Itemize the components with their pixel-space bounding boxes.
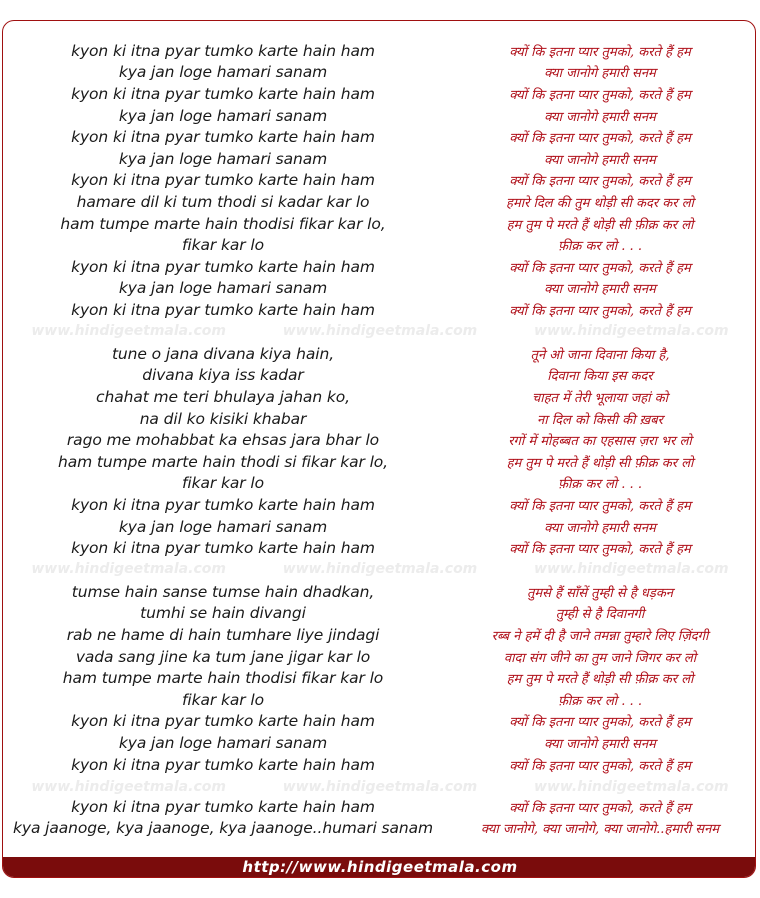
english-lyric: kyon ki itna pyar tumko karte hain ham — [71, 495, 375, 514]
hindi-lyric: रगों में मोहब्बत का एहसास ज़रा भर लो — [508, 434, 692, 450]
hindi-lyric: तूने ओ जाना दिवाना किया है, — [530, 347, 670, 363]
english-lyric: tumhi se hain divangi — [140, 604, 306, 623]
english-lyric: kyon ki itna pyar tumko karte hain ham — [71, 171, 375, 190]
english-lyric: divana kiya iss kadar — [142, 366, 304, 385]
lyric-line — [3, 818, 756, 840]
watermark-text: www.hindigeetmala.com — [534, 779, 729, 795]
english-lyric: kya jaanoge, kya jaanoge, kya jaanoge..humari sanam — [13, 819, 433, 838]
english-lyric: fikar kar lo — [182, 236, 264, 255]
lyric-line — [3, 299, 756, 321]
english-lyric: fikar kar lo — [182, 474, 264, 493]
lyric-line — [3, 711, 756, 733]
hindi-lyric: तुम्ही से है दिवानगी — [555, 607, 645, 623]
lyric-line — [3, 689, 756, 711]
lyric-line — [3, 386, 756, 408]
english-lyric: na dil ko kisiki khabar — [139, 409, 307, 428]
lyric-line — [3, 40, 756, 62]
lyrics-card — [2, 20, 756, 878]
watermark-row — [3, 321, 756, 341]
lyric-line — [3, 256, 756, 278]
footer-url-link[interactable]: http://www.hindigeetmala.com — [242, 858, 518, 876]
stanza-3 — [3, 581, 756, 775]
english-lyric: ham tumpe marte hain thodisi fikar kar lo, — [60, 214, 386, 233]
english-lyric: rago me mohabbat ka ehsas jara bhar lo — [66, 431, 380, 450]
english-lyric: ham tumpe marte hain thodisi fikar kar lo — [62, 669, 384, 688]
lyric-line — [3, 754, 756, 776]
watermark-row — [3, 559, 756, 579]
lyric-line — [3, 581, 756, 603]
lyric-line — [3, 732, 756, 754]
hindi-lyric: क्या जानोगे हमारी सनम — [544, 736, 656, 752]
english-lyric: kyon ki itna pyar tumko karte hain ham — [71, 539, 375, 558]
hindi-lyric: क्यों कि इतना प्यार तुमको, करते हैं हम — [509, 542, 691, 558]
lyric-line — [3, 62, 756, 84]
hindi-lyric: हम तुम पे मरते हैं थोड़ी सी फ़ीक्र कर लो — [506, 455, 694, 471]
lyric-line — [3, 278, 756, 300]
english-lyric: kyon ki itna pyar tumko karte hain ham — [71, 797, 375, 816]
hindi-lyric: क्यों कि इतना प्यार तुमको, करते हैं हम — [509, 260, 691, 276]
lyric-line — [3, 148, 756, 170]
hindi-lyric: क्या जानोगे हमारी सनम — [544, 109, 656, 125]
english-lyric: kya jan loge hamari sanam — [118, 517, 328, 536]
stanza-2 — [3, 343, 756, 559]
hindi-lyric: क्या जानोगे हमारी सनम — [544, 152, 656, 168]
english-lyric: kya jan loge hamari sanam — [118, 279, 328, 298]
english-lyric: rab ne hame di hain tumhare liye jindagi — [66, 625, 380, 644]
lyric-line — [3, 408, 756, 430]
hindi-lyric: रब्ब ने हमें दी है जाने तमन्ना तुम्हारे लिए ज़िंदगी — [491, 628, 709, 644]
hindi-lyric: क्यों कि इतना प्यार तुमको, करते हैं हम — [509, 174, 691, 190]
watermark-text: www.hindigeetmala.com — [31, 779, 226, 795]
footer-bar — [3, 857, 756, 877]
lyric-line — [3, 516, 756, 538]
hindi-lyric: वादा संग जीने का तुम जाने जिगर कर लो — [503, 650, 697, 666]
english-lyric: kya jan loge hamari sanam — [118, 733, 328, 752]
hindi-lyric: क्यों कि इतना प्यार तुमको, करते हैं हम — [509, 758, 691, 774]
hindi-lyric: तुमसे हैं साँसें तुम्ही से है धड़कन — [526, 585, 674, 601]
english-lyric: kya jan loge hamari sanam — [118, 63, 328, 82]
english-lyric: chahat me teri bhulaya jahan ko, — [96, 387, 350, 406]
lyric-line — [3, 126, 756, 148]
lyric-line — [3, 646, 756, 668]
watermark-text: www.hindigeetmala.com — [534, 561, 729, 577]
lyric-line — [3, 624, 756, 646]
lyric-line — [3, 429, 756, 451]
english-lyric: tune o jana divana kiya hain, — [111, 344, 335, 363]
hindi-lyric: क्या जानोगे हमारी सनम — [544, 520, 656, 536]
hindi-lyric: क्यों कि इतना प्यार तुमको, करते हैं हम — [509, 131, 691, 147]
lyric-line — [3, 365, 756, 387]
english-lyric: kyon ki itna pyar tumko karte hain ham — [71, 712, 375, 731]
english-lyric: ham tumpe marte hain thodi si fikar kar lo, — [57, 452, 389, 471]
lyric-line — [3, 170, 756, 192]
lyric-line — [3, 234, 756, 256]
english-lyric: hamare dil ki tum thodi si kadar kar lo — [76, 192, 370, 211]
english-lyric: kyon ki itna pyar tumko karte hain ham — [71, 128, 375, 147]
lyric-line — [3, 494, 756, 516]
hindi-lyric: क्यों कि इतना प्यार तुमको, करते हैं हम — [509, 44, 691, 60]
lyric-line — [3, 105, 756, 127]
lyric-line — [3, 343, 756, 365]
hindi-lyric: ना दिल को किसी की ख़बर — [537, 412, 663, 428]
hindi-lyric: क्या जानोगे, क्या जानोगे, क्या जानोगे..हमारी सनम — [480, 822, 720, 838]
english-lyric: kya jan loge hamari sanam — [118, 149, 328, 168]
lyric-line — [3, 213, 756, 235]
hindi-lyric: हम तुम पे मरते हैं थोड़ी सी फ़ीक्र कर लो — [506, 217, 694, 233]
hindi-lyric: क्या जानोगे हमारी सनम — [544, 282, 656, 298]
english-lyric: kyon ki itna pyar tumko karte hain ham — [71, 257, 375, 276]
lyric-line — [3, 667, 756, 689]
lyric-line — [3, 191, 756, 213]
lyric-line — [3, 603, 756, 625]
lyric-line — [3, 796, 756, 818]
english-lyric: kya jan loge hamari sanam — [118, 106, 328, 125]
hindi-lyric: क्यों कि इतना प्यार तुमको, करते हैं हम — [509, 87, 691, 103]
hindi-lyric: हमारे दिल की तुम थोड़ी सी कदर कर लो — [506, 195, 694, 211]
lyric-line — [3, 83, 756, 105]
english-lyric: kyon ki itna pyar tumko karte hain ham — [71, 41, 375, 60]
hindi-lyric: फ़ीक्र कर लो . . . — [558, 477, 642, 493]
english-lyric: fikar kar lo — [182, 690, 264, 709]
english-lyric: kyon ki itna pyar tumko karte hain ham — [71, 300, 375, 319]
lyric-line — [3, 537, 756, 559]
hindi-lyric: क्यों कि इतना प्यार तुमको, करते हैं हम — [509, 498, 691, 514]
hindi-lyric: क्यों कि इतना प्यार तुमको, करते हैं हम — [509, 715, 691, 731]
hindi-lyric: फ़ीक्र कर लो . . . — [558, 693, 642, 709]
english-lyric: kyon ki itna pyar tumko karte hain ham — [71, 755, 375, 774]
hindi-lyric: क्या जानोगे हमारी सनम — [544, 66, 656, 82]
watermark-text: www.hindigeetmala.com — [282, 323, 478, 339]
lyric-line — [3, 451, 756, 473]
english-lyric: vada sang jine ka tum jane jigar kar lo — [75, 647, 371, 666]
watermark-row — [3, 777, 756, 797]
english-lyric: kyon ki itna pyar tumko karte hain ham — [71, 84, 375, 103]
hindi-lyric: फ़ीक्र कर लो . . . — [558, 239, 642, 255]
watermark-text: www.hindigeetmala.com — [534, 323, 729, 339]
english-lyric: tumse hain sanse tumse hain dhadkan, — [71, 582, 375, 601]
watermark-text: www.hindigeetmala.com — [31, 323, 226, 339]
hindi-lyric: क्यों कि इतना प्यार तुमको, करते हैं हम — [509, 303, 691, 319]
watermark-text: www.hindigeetmala.com — [282, 779, 478, 795]
hindi-lyric: दिवाना किया इस कदर — [547, 369, 653, 385]
hindi-lyric: हम तुम पे मरते हैं थोड़ी सी फ़ीक्र कर लो — [506, 672, 694, 688]
watermark-text: www.hindigeetmala.com — [282, 561, 478, 577]
hindi-lyric: क्यों कि इतना प्यार तुमको, करते हैं हम — [509, 800, 691, 816]
lyric-line — [3, 473, 756, 495]
watermark-text: www.hindigeetmala.com — [31, 561, 226, 577]
stanza-4 — [3, 796, 756, 839]
stanza-1 — [3, 40, 756, 321]
hindi-lyric: चाहत में तेरी भूलाया जहां को — [532, 390, 668, 406]
